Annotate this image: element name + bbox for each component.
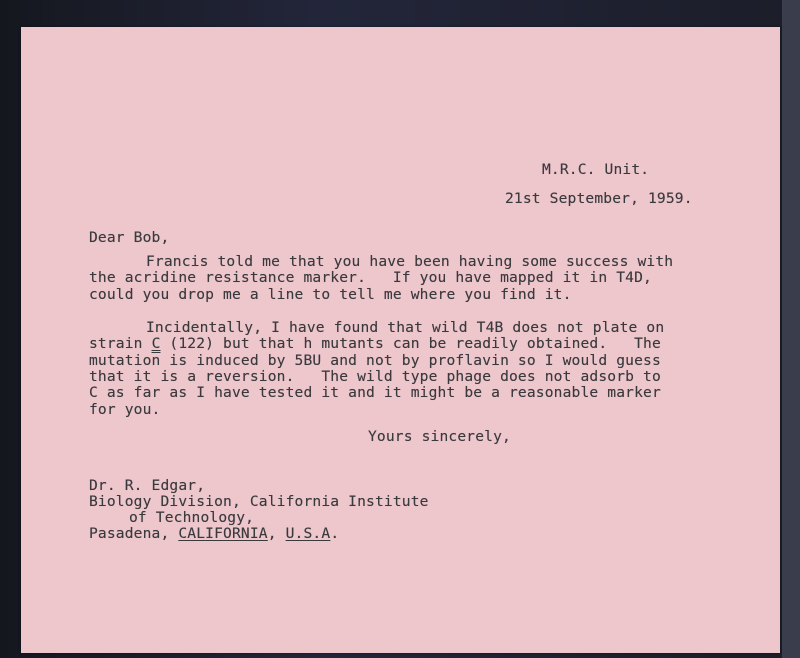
- header-unit: M.R.C. Unit.: [542, 161, 650, 178]
- letter-page: [21, 27, 780, 653]
- address-country: U.S.A: [285, 525, 331, 542]
- salutation: Dear Bob,: [89, 229, 170, 246]
- address-end: .: [330, 525, 340, 542]
- strain-c-underlined: C: [151, 335, 161, 352]
- closing: Yours sincerely,: [368, 428, 511, 445]
- header-date: 21st September, 1959.: [505, 190, 693, 207]
- body-p2-line2: [89, 336, 661, 352]
- body-p2-line2-prefix: strain: [89, 335, 152, 352]
- body-p2-line6: for you.: [89, 401, 161, 418]
- body-p2-line1: Incidentally, I have found that wild T4B does not plate on: [146, 319, 665, 336]
- body-p1-line2: the acridine resistance marker. If you have mapped it in T4D,: [89, 269, 652, 286]
- body-p1-line3: could you drop me a line to tell me where you find it.: [89, 286, 572, 303]
- address-line2: Biology Division, California Institute: [89, 493, 429, 510]
- body-p2-line5: C as far as I have tested it and it might be a reasonable marker: [89, 384, 661, 401]
- scan-edge-strip: [782, 0, 800, 658]
- address-line1: Dr. R. Edgar,: [89, 477, 206, 494]
- address-line4: [89, 526, 339, 542]
- address-sep: ,: [267, 525, 286, 542]
- body-p2-line3: mutation is induced by 5BU and not by proflavin so I would guess: [89, 352, 661, 369]
- address-state: CALIFORNIA: [178, 525, 268, 542]
- body-p2-line4: that it is a reversion. The wild type phage does not adsorb to: [89, 368, 661, 385]
- body-p2-line2-suffix: (122) but that h mutants can be readily obtained. The: [160, 335, 661, 352]
- address-line3: of Technology,: [129, 509, 255, 526]
- body-p1-line1: Francis told me that you have been having some success with: [146, 253, 674, 270]
- address-city: Pasadena,: [89, 525, 179, 542]
